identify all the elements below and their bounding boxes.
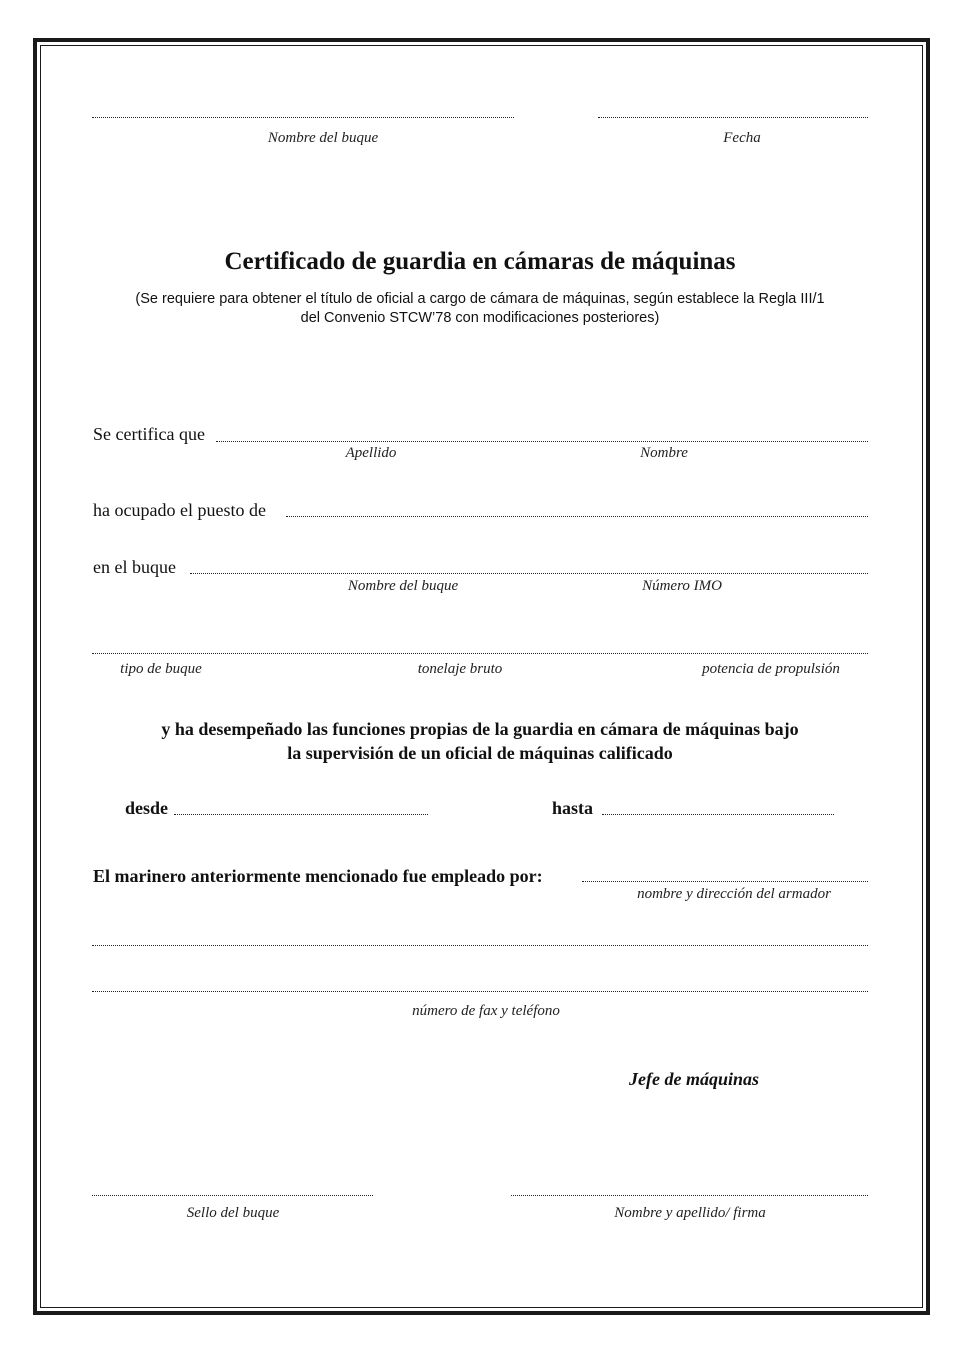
ship-seal-caption: Sello del buque	[186, 1205, 280, 1221]
statement-line-2: la supervisión de un oficial de máquinas calificado	[287, 743, 673, 763]
vessel-field[interactable]	[190, 573, 868, 574]
to-date-field[interactable]	[602, 814, 834, 815]
imo-caption: Número IMO	[642, 578, 722, 594]
gross-tonnage-caption: tonelaje bruto	[417, 661, 503, 677]
chief-engineer-label: Jefe de máquinas	[629, 1069, 759, 1089]
vessel-details-field[interactable]	[92, 653, 868, 654]
statement-line-1: y ha desempeñado las funciones propias de la guardia en cámara de máquinas bajo	[161, 719, 799, 739]
fax-phone-caption: número de fax y teléfono	[412, 1003, 560, 1019]
certificate-subtitle	[0, 290, 960, 328]
given-name-caption: Nombre	[640, 445, 688, 461]
certify-label: Se certifica que	[93, 424, 205, 444]
ship-name-field[interactable]	[92, 117, 514, 118]
seafarer-name-field[interactable]	[216, 441, 868, 442]
certificate-title: Certificado de guardia en cámaras de máquinas	[224, 248, 736, 275]
subtitle-line-2: del Convenio STCW’78 con modificaciones posteriores)	[300, 310, 660, 326]
position-field[interactable]	[286, 516, 868, 517]
date-field[interactable]	[598, 117, 868, 118]
vessel-name-caption: Nombre del buque	[347, 578, 459, 594]
from-date-field[interactable]	[174, 814, 428, 815]
surname-caption: Apellido	[345, 445, 397, 461]
vessel-type-caption: tipo de buque	[120, 661, 202, 677]
ship-seal-field[interactable]	[92, 1195, 373, 1196]
employer-address-caption: nombre y dirección del armador	[637, 886, 831, 902]
from-label: desde	[125, 798, 169, 818]
employer-address-field[interactable]	[92, 945, 868, 946]
vessel-label: en el buque	[93, 557, 176, 577]
employer-field[interactable]	[582, 881, 868, 882]
date-caption: Fecha	[723, 130, 761, 146]
duties-statement	[0, 717, 960, 765]
fax-phone-field[interactable]	[92, 991, 868, 992]
ship-name-caption: Nombre del buque	[267, 130, 379, 146]
signature-field[interactable]	[511, 1195, 868, 1196]
to-label: hasta	[552, 798, 594, 818]
signature-caption: Nombre y apellido/ firma	[614, 1205, 766, 1221]
subtitle-line-1: (Se requiere para obtener el título de oficial a cargo de cámara de máquinas, según establece la Regla III/1	[135, 291, 825, 307]
employer-label: El marinero anteriormente mencionado fue empleado por:	[93, 866, 543, 886]
position-label: ha ocupado el puesto de	[93, 500, 266, 520]
propulsion-power-caption: potencia de propulsión	[702, 661, 840, 677]
